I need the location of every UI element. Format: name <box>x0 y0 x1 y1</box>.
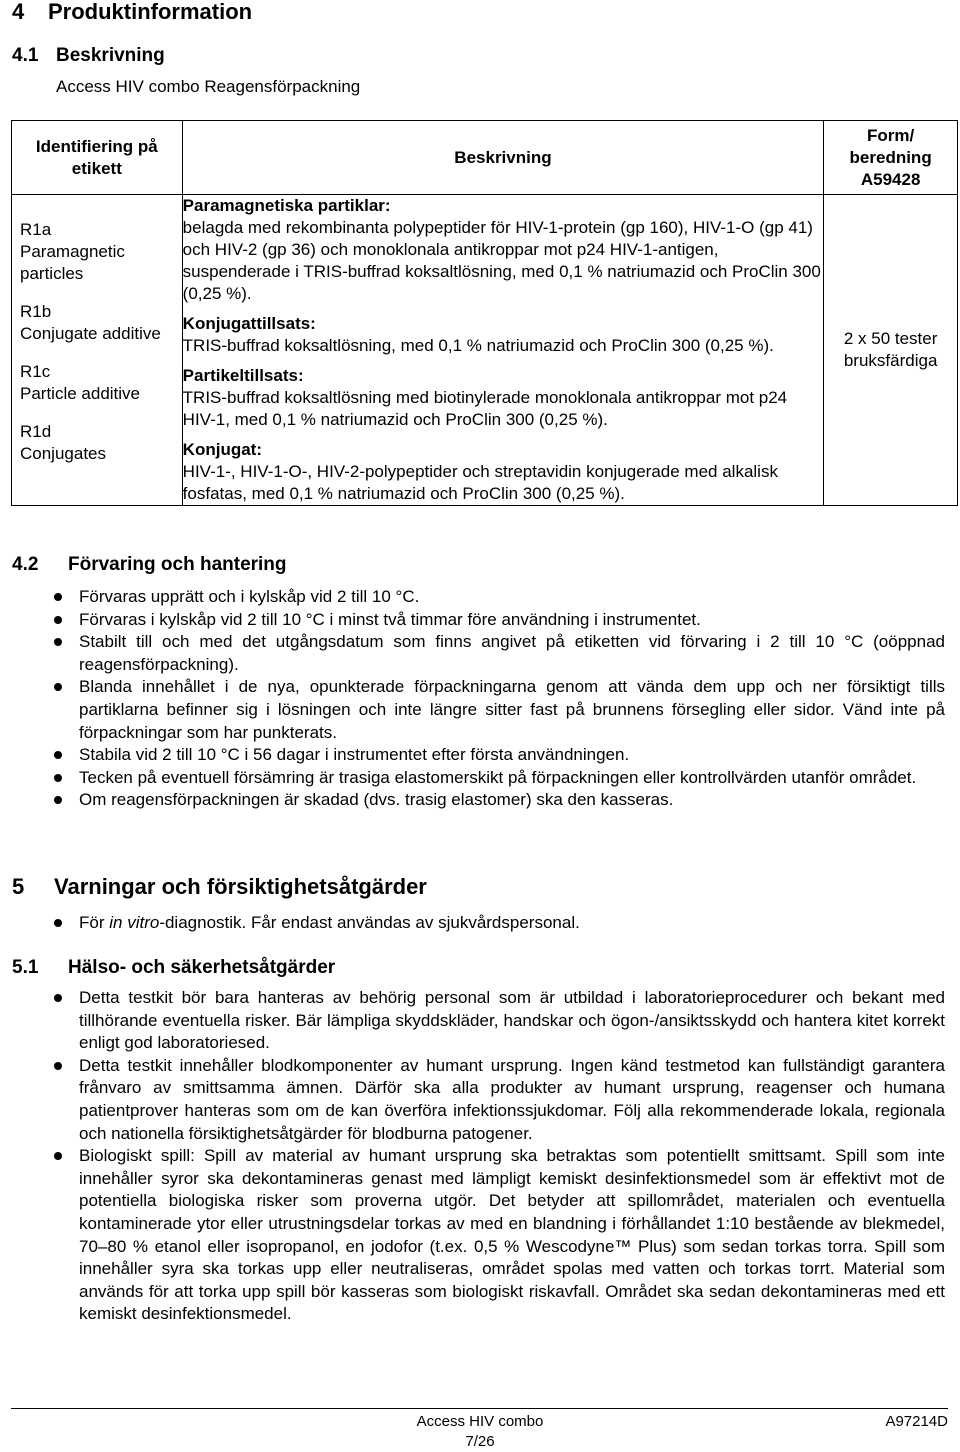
bullet-icon <box>54 994 62 1002</box>
warnings-list <box>52 912 945 935</box>
description-block: Partikeltillsats: TRIS-buffrad koksaltlösning med biotinylerade monoklonala antikroppar mot p24 HIV-1, med 0,1 % natriumazid och ProClin 300 (0,25 %). <box>182 366 788 429</box>
bullet-icon <box>54 796 62 804</box>
bullet-icon <box>54 638 62 646</box>
form-cell: 2 x 50 tester bruksfärdiga <box>824 195 958 506</box>
section-4-heading: 4 Produktinformation <box>12 0 253 24</box>
footer-divider <box>11 1408 948 1409</box>
list-item: Detta testkit innehåller blodkomponenter av humant ursprung. Ingen känd testmetod kan fullständigt garantera frånvaro av smittsamma ämnen. Därför ska alla produkter av humant ursprung, reagenser och humana patientprover hanteras som om de kan överföra infektionssjukdomar. Följ alla rekommenderade lokala, regionala och nationella försiktighetsåtgärder för blodburna patogener. <box>52 1055 945 1145</box>
bullet-icon <box>54 1062 62 1070</box>
description-block: Konjugat: HIV-1-, HIV-1-O-, HIV-2-polypeptider och streptavidin konjugerade med alkalisk fosfatas, med 0,1 % natriumazid och ProClin 300 (0,25 %). <box>182 440 778 503</box>
list-item: Blanda innehållet i de nya, opunkterade förpackningarna genom att vända dem upp och ner försiktigt tills partiklarna befinner sig i lösningen och inte längre sitter fast på brunnens försegling eller sidor. Vänd inte på förpackningar som har punkterats. <box>52 676 945 744</box>
section-5-heading: 5 Varningar och försiktighetsåtgärder <box>12 874 427 899</box>
list-item: Förvaras i kylskåp vid 2 till 10 °C i minst två timmar före användning i instrumentet. <box>52 609 945 632</box>
list-item: Biologiskt spill: Spill av material av humant ursprung ska betraktas som potentiellt smittsamt. Spill som inte innehåller syror ska dekontamineras genast med lämpligt kemiskt desinfektionsmedel som är effektivt mot de potentiella biologiska risker som proverna utgör. Det betyder att spillområdet, materialen och eventuella kontaminerade ytor eller utrustningsdelar torkas av med en blandning i förhållandet 1:10 bestående av blekmedel, 70–80 % etanol eller isopropanol, en jodofor (t.ex. 0,5 % Wescodyne™ Plus) som sedan torkas torra. Spill som innehåller syra ska torkas upp eller neutraliseras, området spolas med vatten och torkas torrt. Material som används för att torka upp spill bör kasseras som biologiskt riskavfall. Området ska sedan dekontamineras med ett kemiskt desinfektionsmedel. <box>52 1145 945 1326</box>
bullet-icon <box>54 616 62 624</box>
list-item: Förvaras upprätt och i kylskåp vid 2 till 10 °C. <box>52 586 945 609</box>
identifier-item: R1a Paramagnetic particles <box>20 220 125 283</box>
identifier-item: R1c Particle additive <box>20 362 141 403</box>
header-form: Form/ beredning A59428 <box>824 121 958 195</box>
section-4-1-heading: 4.1 Beskrivning <box>12 45 165 66</box>
list-item: För in vitro-diagnostik. Får endast användas av sjukvårdspersonal. <box>52 912 945 935</box>
kit-title: Access HIV combo Reagensförpackning <box>56 77 361 96</box>
bullet-icon <box>54 751 62 759</box>
header-description: Beskrivning <box>182 121 824 195</box>
list-item: Detta testkit bör bara hanteras av behörig personal som är utbildad i laboratorieprocedurer och bekant med tillhörande eventuella risker. Bär lämpliga skyddskläder, handskar och ögon-/ansiktsskydd och hantera kitet korrekt enligt god laboratoriesed. <box>52 987 945 1055</box>
bullet-icon <box>54 919 62 927</box>
description-block: Konjugattillsats: TRIS-buffrad koksaltlösning, med 0,1 % natriumazid och ProClin 300 (0,25 %). <box>182 314 774 355</box>
description-block: Paramagnetiska partiklar: belagda med rekombinanta polypeptider för HIV-1-protein (gp 160), HIV-1-O (gp 41) och HIV-2 (gp 36) och monoklonala antikroppar mot p24 HIV-1-antigen, suspenderade i TRIS-buffrad koksaltlösning, med 0,1 % natriumazid och ProClin 300 (0,25 %). <box>182 196 821 303</box>
table-header-row <box>12 121 958 195</box>
table-body-row <box>12 195 958 506</box>
description-cell <box>182 195 824 506</box>
footer-product: Access HIV combo <box>416 1413 544 1430</box>
identifier-item: R1b Conjugate additive <box>20 302 161 343</box>
storage-list <box>52 586 945 812</box>
list-item: Stabila vid 2 till 10 °C i 56 dagar i instrumentet efter första användningen. <box>52 744 945 767</box>
footer-document-code: A97214D <box>885 1413 948 1430</box>
bullet-icon <box>54 593 62 601</box>
section-5-1-heading: 5.1 Hälso- och säkerhetsåtgärder <box>12 957 336 978</box>
list-item: Stabilt till och med det utgångsdatum som finns angivet på etiketten vid förvaring i 2 till 10 °C (oöppnad reagensförpackning). <box>52 631 945 676</box>
bullet-icon <box>54 774 62 782</box>
bullet-icon <box>54 1152 62 1160</box>
list-item: Om reagensförpackningen är skadad (dvs. trasig elastomer) ska den kasseras. <box>52 789 945 812</box>
list-item: Tecken på eventuell försämring är trasiga elastomerskikt på förpackningen eller kontrollvärden utanför området. <box>52 767 945 790</box>
product-table <box>11 120 958 506</box>
identifier-item: R1d Conjugates <box>20 422 107 463</box>
bullet-icon <box>54 683 62 691</box>
footer-page-number: 7/26 <box>465 1433 495 1450</box>
header-identifier: Identifiering på etikett <box>12 121 183 195</box>
safety-list <box>52 987 945 1326</box>
identifier-cell <box>12 195 183 506</box>
section-4-2-heading: 4.2 Förvaring och hantering <box>12 554 287 575</box>
